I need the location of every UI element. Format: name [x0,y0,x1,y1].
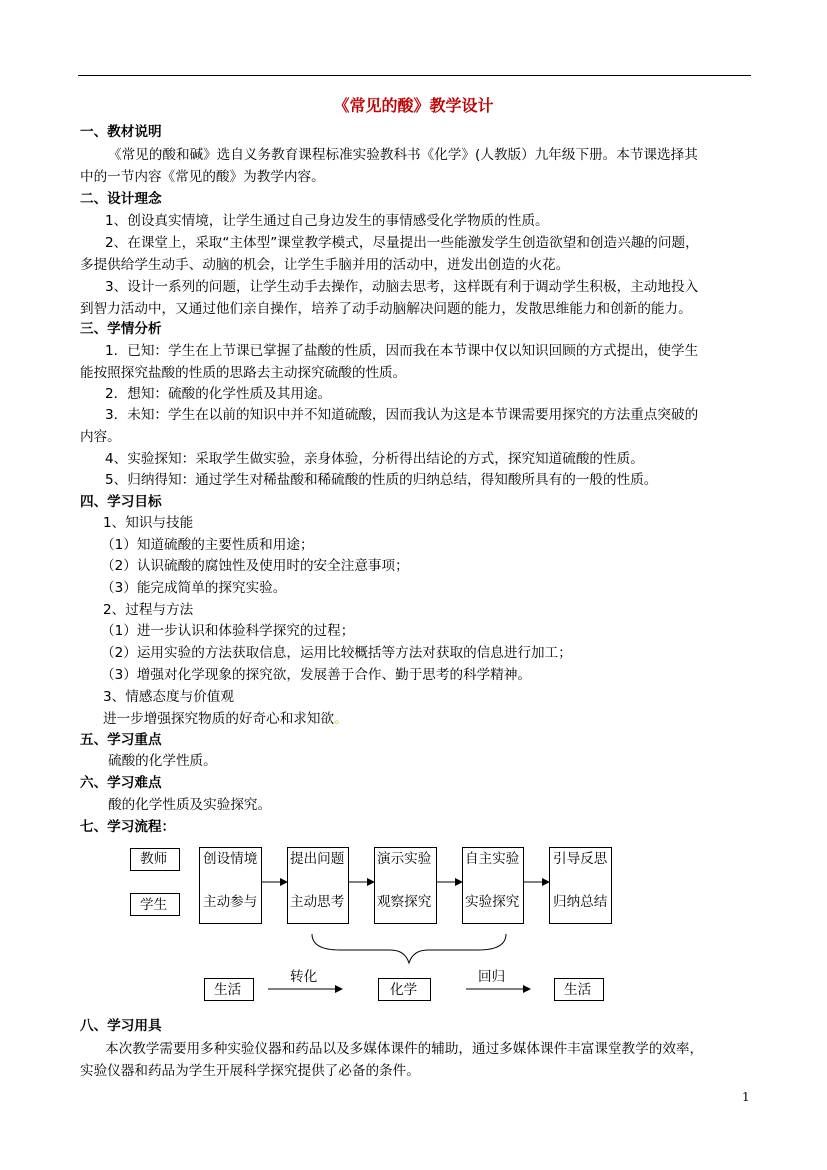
punctuation-mark: 。 [334,711,348,727]
section-heading-2: 二、设计理念 [80,191,162,207]
flow-step-bottom: 观察探究 [377,894,432,910]
paragraph-line: 硫酸的化学性质。 [108,753,217,769]
page-number: 1 [742,1090,750,1104]
paragraph-text: 进一步增强探究物质的好奇心和求知欲 [103,711,335,727]
paragraph-line: 1．已知：学生在上节课已掌握了盐酸的性质，因而我在本节课中仅以知识回顾的方式提出，使学生 [105,343,699,359]
section-heading-3: 三、学情分析 [80,321,162,337]
paragraph-line: 多提供给学生动手、动脑的机会，让学生手脑并用的活动中，迸发出创造的火花。 [80,257,570,273]
list-item: （3）增强对化学现象的探究欲，发展善于合作、勤于思考的科学精神。 [101,667,532,683]
paragraph-line: 能按照探究盐酸的性质的思路去主动探究硫酸的性质。 [80,365,407,381]
paragraph-line: 3．未知：学生在以前的知识中并不知道硫酸，因而我认为这是本节课需要用探究的方法重点突破的 [105,407,699,423]
flow-step-top: 引导反思 [553,851,608,867]
paragraph-line: 3、设计一系列的问题，让学生动手去操作，动脑去思考，这样既有利于调动学生积极，主动地投入 [105,279,699,295]
paragraph-line: 5、归纳得知：通过学生对稀盐酸和稀硫酸的性质的归纳总结，得知酸所具有的一般的性质。 [105,472,658,488]
paragraph-line: 到智力活动中，又通过他们亲自操作，培养了动手动脑解决问题的能力，发散思维能力和创新的能力。 [80,301,692,317]
life-label-left: 生活 [214,982,242,998]
paragraph-line: 中的一节内容《常见的酸》为教学内容。 [80,169,325,185]
section-heading-1: 一、教材说明 [80,124,162,140]
section-heading-4: 四、学习目标 [80,494,162,510]
flow-step-top: 提出问题 [290,851,345,867]
flow-step-top: 自主实验 [465,851,520,867]
paragraph-line: 1、创设真实情境，让学生通过自己身边发生的事情感受化学物质的性质。 [105,213,549,229]
list-item: （1）进一步认识和体验科学探究的过程； [101,623,355,639]
paragraph-line: 实验仪器和药品为学生开展科学探究提供了必备的条件。 [80,1063,420,1079]
life-label-right: 生活 [564,982,592,998]
paragraph-line: 《常见的酸和碱》选自义务教育课程标准实验教科书《化学》(人教版）九年级下册。本节课选择其 [108,147,698,163]
list-item: （2）认识硫酸的腐蚀性及使用时的安全注意事项； [101,558,409,574]
paragraph-line: 内容。 [80,429,121,445]
flow-step-bottom: 主动参与 [203,894,258,910]
flow-step-top: 演示实验 [377,851,432,867]
paragraph-line: 2、在课堂上，采取“主体型”课堂教学模式，尽量提出一些能激发学生创造欲望和创造兴趣的问题， [105,235,699,251]
list-item: （3）能完成简单的探究实验。 [101,580,287,596]
brace-shape [312,934,506,963]
teacher-label: 教师 [140,851,168,867]
flow-step-bottom: 主动思考 [290,894,345,910]
paragraph-line: 2．想知：硫酸的化学性质及其用途。 [105,386,332,402]
flow-step-top: 创设情境 [203,851,258,867]
paragraph-line: 4、实验探知：采取学生做实验，亲身体验，分析得出结论的方式，探究知道硫酸的性质。 [105,451,644,467]
section-heading-6: 六、学习难点 [80,775,162,791]
section-heading-8: 八、学习用具 [80,1018,162,1034]
section-heading-7: 七、学习流程： [80,819,176,835]
flow-step-bottom: 归纳总结 [553,894,608,910]
subheading: 3、情感态度与价值观 [103,689,234,705]
paragraph-line: 本次教学需要用多种实验仪器和药品以及多媒体课件的辅助，通过多媒体课件丰富课堂教学的效率， [105,1041,704,1057]
student-label: 学生 [140,897,168,913]
flow-step-bottom: 实验探究 [465,894,520,910]
return-label: 回归 [478,969,506,985]
subheading: 2、过程与方法 [103,602,194,618]
paragraph-line: 酸的化学性质及实验探究。 [108,797,272,813]
list-item: （2）运用实验的方法获取信息，运用比较概括等方法对获取的信息进行加工； [101,645,572,661]
transform-label: 转化 [290,969,318,985]
section-heading-5: 五、学习重点 [80,732,162,748]
subheading: 1、知识与技能 [103,515,194,531]
page-title: 《常见的酸》教学设计 [333,96,494,115]
chemistry-label: 化学 [390,982,418,998]
list-item: （1）知道硫酸的主要性质和用途； [101,537,314,553]
